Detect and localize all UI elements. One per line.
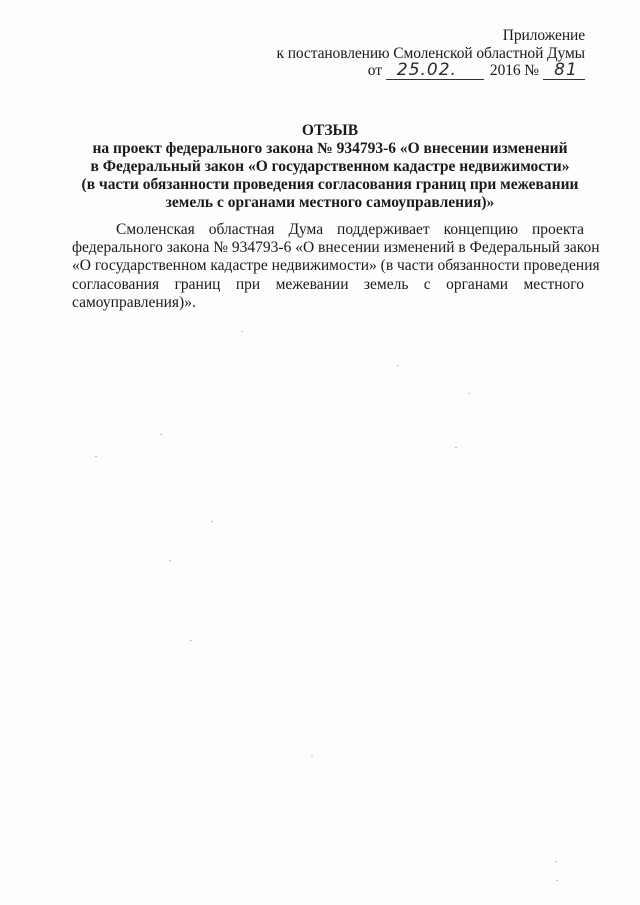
document-title	[70, 122, 590, 212]
scan-speck	[397, 365, 399, 366]
handwritten-date-field	[386, 60, 484, 80]
scan-speck	[190, 640, 192, 641]
title-line: на проект федерального закона № 934793-6 «О внесении изменений	[92, 140, 568, 157]
body-word: проекта	[531, 221, 584, 238]
title-line: (в части обязанности проведения согласования границ при межевании	[81, 176, 579, 193]
body-word: органами	[446, 275, 509, 293]
body-word: границ	[174, 275, 221, 293]
body-word: Дума	[288, 221, 324, 238]
scan-speck	[555, 861, 557, 862]
body-line	[72, 221, 584, 239]
body-text-line: «О государственном кадастре недвижимости» (в части обязанности проведения	[72, 257, 600, 275]
scan-speck	[169, 560, 171, 561]
body-line	[72, 276, 584, 294]
date-prefix: от	[367, 62, 382, 79]
body-word: местного	[523, 275, 584, 293]
body-line	[72, 239, 600, 257]
title-heading: ОТЗЫВ	[301, 122, 359, 139]
body-word: концепцию	[443, 221, 519, 238]
scan-speck	[556, 880, 558, 881]
scan-speck	[241, 331, 243, 332]
scan-speck	[160, 434, 162, 435]
resolution-date-line	[368, 62, 585, 80]
body-word: областная	[208, 221, 275, 238]
body-line	[72, 294, 584, 312]
body-word: межевании	[275, 275, 349, 293]
handwritten-date: 25.02.	[396, 60, 457, 80]
body-word: с	[423, 275, 431, 293]
body-text-line: самоуправления)».	[72, 293, 196, 311]
body-word: согласования	[72, 275, 160, 293]
body-line	[72, 257, 600, 275]
body-word: при	[235, 275, 261, 293]
body-paragraph	[72, 221, 600, 312]
handwritten-number-field	[543, 60, 585, 80]
body-text-line: федерального закона № 934793-6 «О внесении изменений в Федеральный закон	[72, 239, 600, 257]
body-word: поддерживает	[337, 221, 430, 238]
scan-speck	[468, 393, 470, 394]
title-line: земель с органами местного самоуправления)»	[165, 194, 495, 211]
scan-speck	[455, 447, 457, 448]
body-word: Смоленская	[116, 221, 195, 238]
year-and-number-label: 2016 №	[489, 62, 539, 79]
scan-speck	[211, 521, 213, 522]
appendix-label: Приложение	[502, 27, 585, 44]
scan-speck	[95, 456, 97, 457]
resolution-reference: к постановлению Смоленской областной Думы	[276, 45, 585, 62]
scan-speck	[311, 756, 313, 757]
title-line: в Федеральный закон «О государственном кадастре недвижимости»	[90, 158, 570, 175]
body-word: земель	[363, 275, 409, 293]
handwritten-number: 81	[554, 60, 578, 80]
